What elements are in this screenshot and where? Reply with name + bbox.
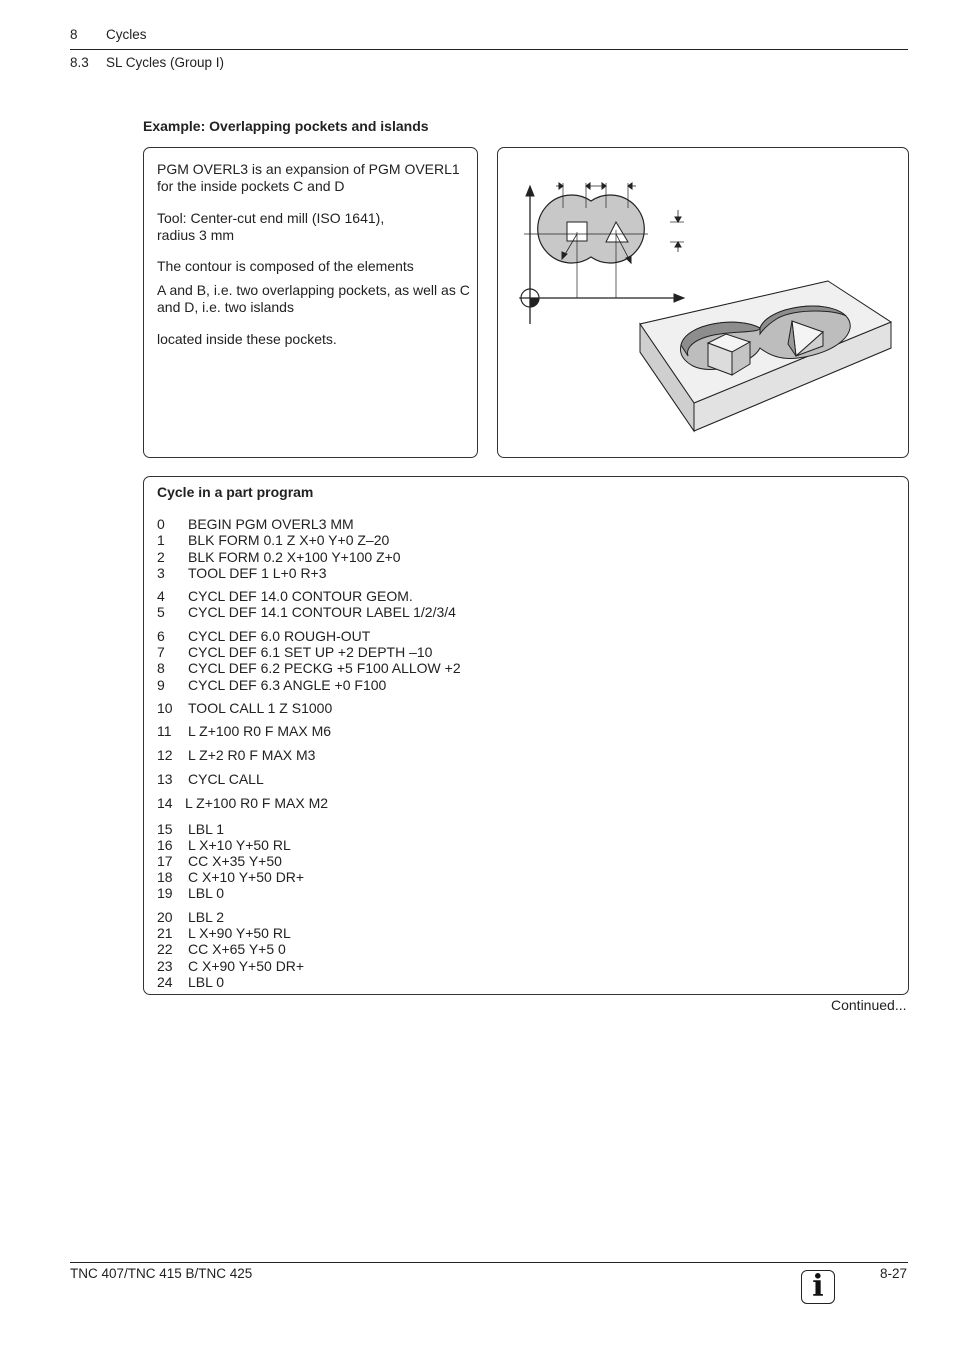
section-number: 8.3 (70, 55, 89, 70)
program-line-text: L X+90 Y+50 RL (188, 925, 291, 941)
program-line-number: 13 (157, 771, 173, 787)
footer-page-number: 8-27 (880, 1266, 908, 1281)
program-line-number: 12 (157, 747, 173, 763)
info-icon: i (801, 1270, 835, 1304)
program-line-number: 8 (157, 660, 165, 676)
program-line-text: BLK FORM 0.2 X+100 Y+100 Z+0 (188, 549, 401, 565)
program-line-text: LBL 1 (188, 821, 225, 837)
program-line-number: 6 (157, 628, 165, 644)
program-line-text: CYCL CALL (188, 771, 264, 787)
block-3d (640, 281, 891, 431)
program-line-number: 18 (157, 869, 173, 885)
program-line-text: CC X+35 Y+50 (188, 853, 282, 869)
program-line-text: BEGIN PGM OVERL3 MM (188, 516, 354, 532)
program-line-text: CYCL DEF 14.0 CONTOUR GEOM. (188, 588, 413, 604)
program-line-text: TOOL CALL 1 Z S1000 (188, 700, 333, 716)
illustration-box (497, 147, 909, 458)
program-box (143, 476, 909, 995)
program-line-number: 24 (157, 974, 173, 990)
program-line-number: 14 (157, 795, 173, 811)
program-line-text: CYCL DEF 14.1 CONTOUR LABEL 1/2/3/4 (188, 604, 456, 620)
program-line-text: L Z+2 R0 F MAX M3 (188, 747, 316, 763)
intro-paragraph-3: The contour is composed of the elements (157, 258, 414, 274)
intro-paragraph-4: A and B, i.e. two overlapping pockets, as well as C and D, i.e. two islands (157, 282, 470, 315)
header-rule (70, 49, 908, 50)
continued-note: Continued... (831, 997, 907, 1013)
program-line-text: LBL 0 (188, 885, 225, 901)
program-line-number: 4 (157, 588, 165, 604)
example-heading: Example: Overlapping pockets and islands (143, 118, 429, 134)
program-line-text: CYCL DEF 6.0 ROUGH-OUT (188, 628, 371, 644)
program-line-number: 20 (157, 909, 173, 925)
program-line-number: 9 (157, 677, 165, 693)
program-line-number: 16 (157, 837, 173, 853)
program-line-number: 7 (157, 644, 165, 660)
program-line-number: 11 (157, 723, 172, 739)
pocket-island-drawing (498, 148, 908, 457)
program-line-number: 19 (157, 885, 173, 901)
intro-paragraph-2: Tool: Center-cut end mill (ISO 1641), radius 3 mm (157, 210, 385, 243)
program-line-number: 15 (157, 821, 173, 837)
top-view (519, 183, 684, 324)
program-line-text: L X+10 Y+50 RL (188, 837, 291, 853)
intro-paragraph-1: PGM OVERL3 is an expansion of PGM OVERL1 for the inside pockets C and D (157, 161, 460, 194)
program-line-text: L Z+100 R0 F MAX M2 (185, 795, 329, 811)
program-line-text: LBL 2 (188, 909, 225, 925)
program-line-number: 2 (157, 549, 165, 565)
chapter-number: 8 (70, 27, 78, 42)
program-line-number: 17 (157, 853, 173, 869)
program-line-text: BLK FORM 0.1 Z X+0 Y+0 Z–20 (188, 532, 390, 548)
section-title: SL Cycles (Group I) (106, 55, 225, 70)
footer-rule (70, 1262, 908, 1263)
program-line-text: L Z+100 R0 F MAX M6 (188, 723, 332, 739)
program-line-number: 3 (157, 565, 165, 581)
chapter-title: Cycles (106, 27, 147, 42)
program-line-number: 5 (157, 604, 165, 620)
program-heading: Cycle in a part program (157, 484, 314, 500)
program-line-text: CYCL DEF 6.2 PECKG +5 F100 ALLOW +2 (188, 660, 461, 676)
program-line-number: 0 (157, 516, 165, 532)
program-line-number: 22 (157, 941, 173, 957)
footer-models: TNC 407/TNC 415 B/TNC 425 (70, 1266, 253, 1281)
intro-paragraph-5: located inside these pockets. (157, 331, 337, 347)
program-line-text: CYCL DEF 6.3 ANGLE +0 F100 (188, 677, 387, 693)
program-listing (157, 477, 857, 994)
program-line-number: 1 (157, 532, 165, 548)
program-line-number: 21 (157, 925, 173, 941)
program-line-number: 23 (157, 958, 173, 974)
intro-box (143, 147, 478, 458)
program-line-text: C X+10 Y+50 DR+ (188, 869, 305, 885)
program-line-text: CYCL DEF 6.1 SET UP +2 DEPTH –10 (188, 644, 433, 660)
program-line-text: TOOL DEF 1 L+0 R+3 (188, 565, 327, 581)
program-line-text: CC X+65 Y+5 0 (188, 941, 286, 957)
program-line-number: 10 (157, 700, 173, 716)
program-line-text: C X+90 Y+50 DR+ (188, 958, 305, 974)
program-line-text: LBL 0 (188, 974, 225, 990)
